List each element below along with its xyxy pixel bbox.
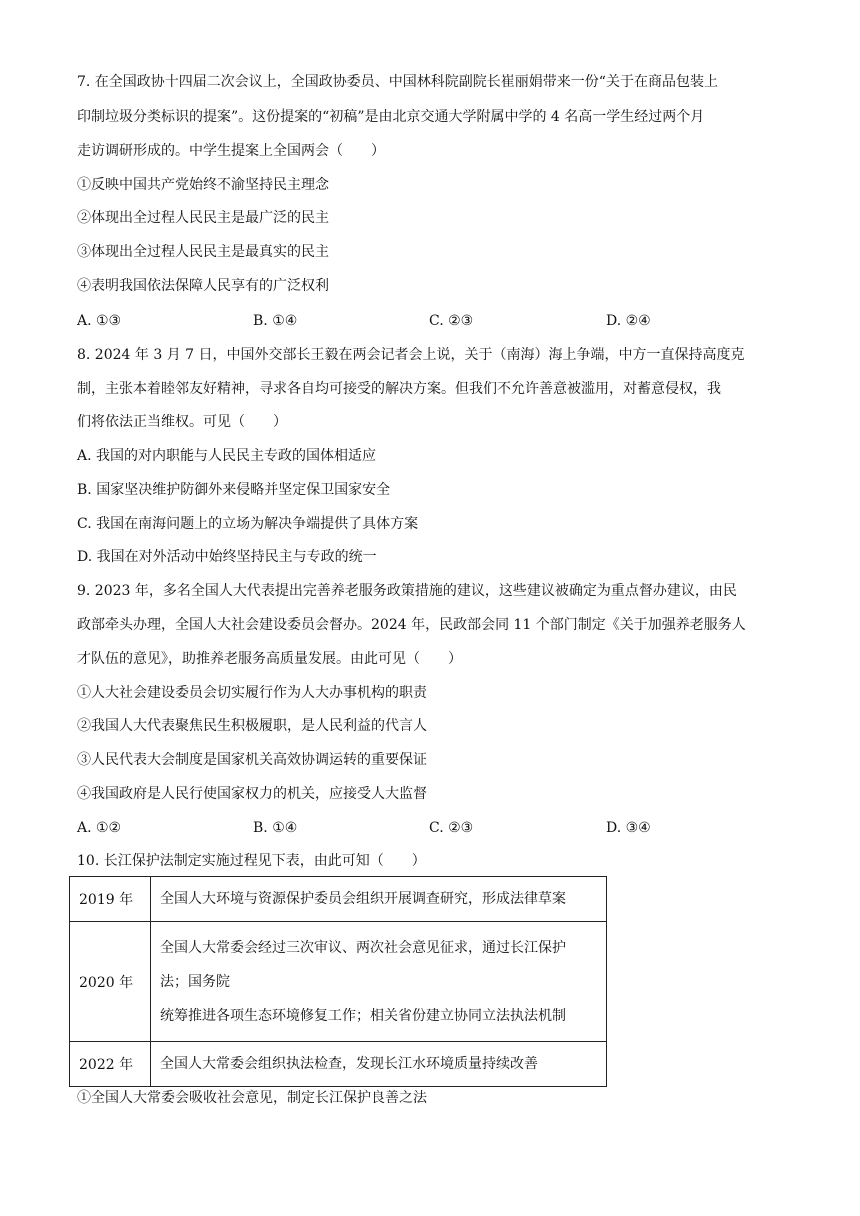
q9-stem-line-3: 才队伍的意见》，助推养老服务高质量发展。由此可见（ ） <box>77 651 462 667</box>
q8-option-d[interactable]: D. 我国在对外活动中始终坚持民主与专政的统一 <box>77 549 377 565</box>
q9-item-3: ③人民代表大会制度是国家机关高效协调运转的重要保证 <box>77 752 427 768</box>
q7-option-b[interactable]: B. ①④ <box>253 313 298 329</box>
q9-item-4: ④我国政府是人民行使国家权力的机关，应接受人大监督 <box>77 786 427 802</box>
q7-item-1: ①反映中国共产党始终不渝坚持民主理念 <box>77 177 329 193</box>
table-desc-line: 全国人大环境与资源保护委员会组织开展调查研究，形成法律草案 <box>160 891 566 907</box>
table-desc-cell <box>151 877 607 922</box>
q7-stem-line-1: 7. 在全国政协十四届二次会议上，全国政协委员、中国林科院副院长崔丽娟带来一份“关于在商品包装上 <box>77 74 718 90</box>
table-desc-cell <box>151 1042 607 1087</box>
q10-stem: 10. 长江保护法制定实施过程见下表，由此可知（ ） <box>77 853 426 869</box>
table-row <box>70 877 607 922</box>
q8-stem-line-1: 8. 2024 年 3 月 7 日，中国外交部长王毅在两会记者会上说，关于（南海）海上争端，中方一直保持高度克 <box>77 347 745 363</box>
table-row <box>70 1042 607 1087</box>
q8-stem-line-3: 们将依法正当维权。可见（ ） <box>77 414 287 430</box>
q7-option-c[interactable]: C. ②③ <box>429 313 474 329</box>
q9-option-a[interactable]: A. ①② <box>77 820 122 836</box>
q7-option-a[interactable]: A. ①③ <box>77 313 122 329</box>
q7-stem-line-2: 印制垃圾分类标识的提案”。这份提案的“初稿”是由北京交通大学附属中学的 4 名高一学生经过两个月 <box>77 109 705 125</box>
q9-item-1: ①人大社会建设委员会切实履行作为人大办事机构的职责 <box>77 685 427 701</box>
q8-option-b[interactable]: B. 国家坚决维护防御外来侵略并坚定保卫国家安全 <box>77 482 391 498</box>
table-year-cell: 2019 年 <box>70 877 151 922</box>
q7-option-d[interactable]: D. ②④ <box>606 313 651 329</box>
yangtze-law-table <box>69 876 607 1087</box>
table-desc-line: 法；国务院 <box>160 973 230 990</box>
q10-item-1: ①全国人大常委会吸收社会意见，制定长江保护良善之法 <box>77 1090 427 1106</box>
q9-option-d[interactable]: D. ③④ <box>606 820 651 836</box>
q7-item-3: ③体现出全过程人民民主是最真实的民主 <box>77 244 329 260</box>
q9-stem-line-1: 9. 2023 年，多名全国人大代表提出完善养老服务政策措施的建议，这些建议被确定为重点督办建议，由民 <box>77 583 737 599</box>
table-year-cell: 2020 年 <box>70 922 151 1042</box>
q9-option-c[interactable]: C. ②③ <box>429 820 474 836</box>
q8-option-c[interactable]: C. 我国在南海问题上的立场为解决争端提供了具体方案 <box>77 516 419 532</box>
q9-stem-line-2: 政部牵头办理，全国人大社会建设委员会督办。2024 年，民政部会同 11 个部门制定《关于加强养老服务人 <box>77 617 746 633</box>
table-desc-cell <box>151 922 607 1042</box>
q9-option-b[interactable]: B. ①④ <box>253 820 298 836</box>
table-desc-line: 全国人大常委会组织执法检查，发现长江水环境质量持续改善 <box>160 1056 538 1072</box>
q8-option-a[interactable]: A. 我国的对内职能与人民民主专政的国体相适应 <box>77 448 377 464</box>
q7-stem-line-3: 走访调研形成的。中学生提案上全国两会（ ） <box>77 143 385 159</box>
table-row <box>70 922 607 1042</box>
q7-item-2: ②体现出全过程人民民主是最广泛的民主 <box>77 210 329 226</box>
q9-options <box>77 818 789 838</box>
q7-options <box>77 311 789 331</box>
q7-item-4: ④表明我国依法保障人民享有的广泛权利 <box>77 278 329 294</box>
q9-item-2: ②我国人大代表聚焦民生积极履职，是人民利益的代言人 <box>77 718 427 734</box>
table-desc-line: 全国人大常委会经过三次审议、两次社会意见征求，通过长江保护 <box>160 939 566 956</box>
q8-stem-line-2: 制，主张本着睦邻友好精神，寻求各自均可接受的解决方案。但我们不允许善意被滥用，对蓄意侵权，我 <box>77 381 721 397</box>
table-year-cell: 2022 年 <box>70 1042 151 1087</box>
table-desc-line: 统筹推进各项生态环境修复工作；相关省份建立协同立法执法机制 <box>160 1007 566 1024</box>
